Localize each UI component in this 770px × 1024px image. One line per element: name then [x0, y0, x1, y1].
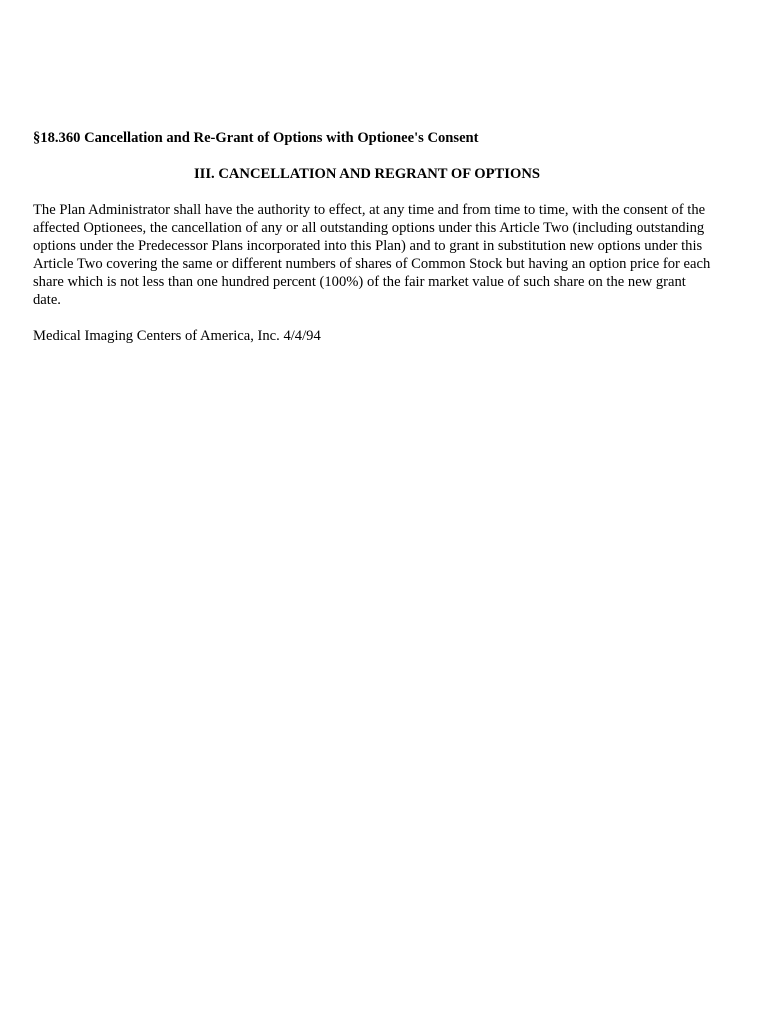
section-heading: §18.360 Cancellation and Re-Grant of Options with Optionee's Consent	[33, 130, 479, 146]
document-page	[33, 129, 733, 345]
source-line: Medical Imaging Centers of America, Inc. 4/4/94	[33, 328, 321, 344]
article-heading: III. CANCELLATION AND REGRANT OF OPTIONS	[194, 166, 540, 182]
body-paragraph: The Plan Administrator shall have the authority to effect, at any time and from time to time, with the consent of the affected Optionees, the cancellation of any or all outstanding options under this Article Two (including outstanding options under the Predecessor Plans incorporated into this Plan) and to grant in substitution new options under this Article Two covering the same or different numbers of shares of Common Stock but having an option price for each share which is not less than one hundred percent (100%) of the fair market value of such share on the new grant date.	[33, 202, 711, 308]
